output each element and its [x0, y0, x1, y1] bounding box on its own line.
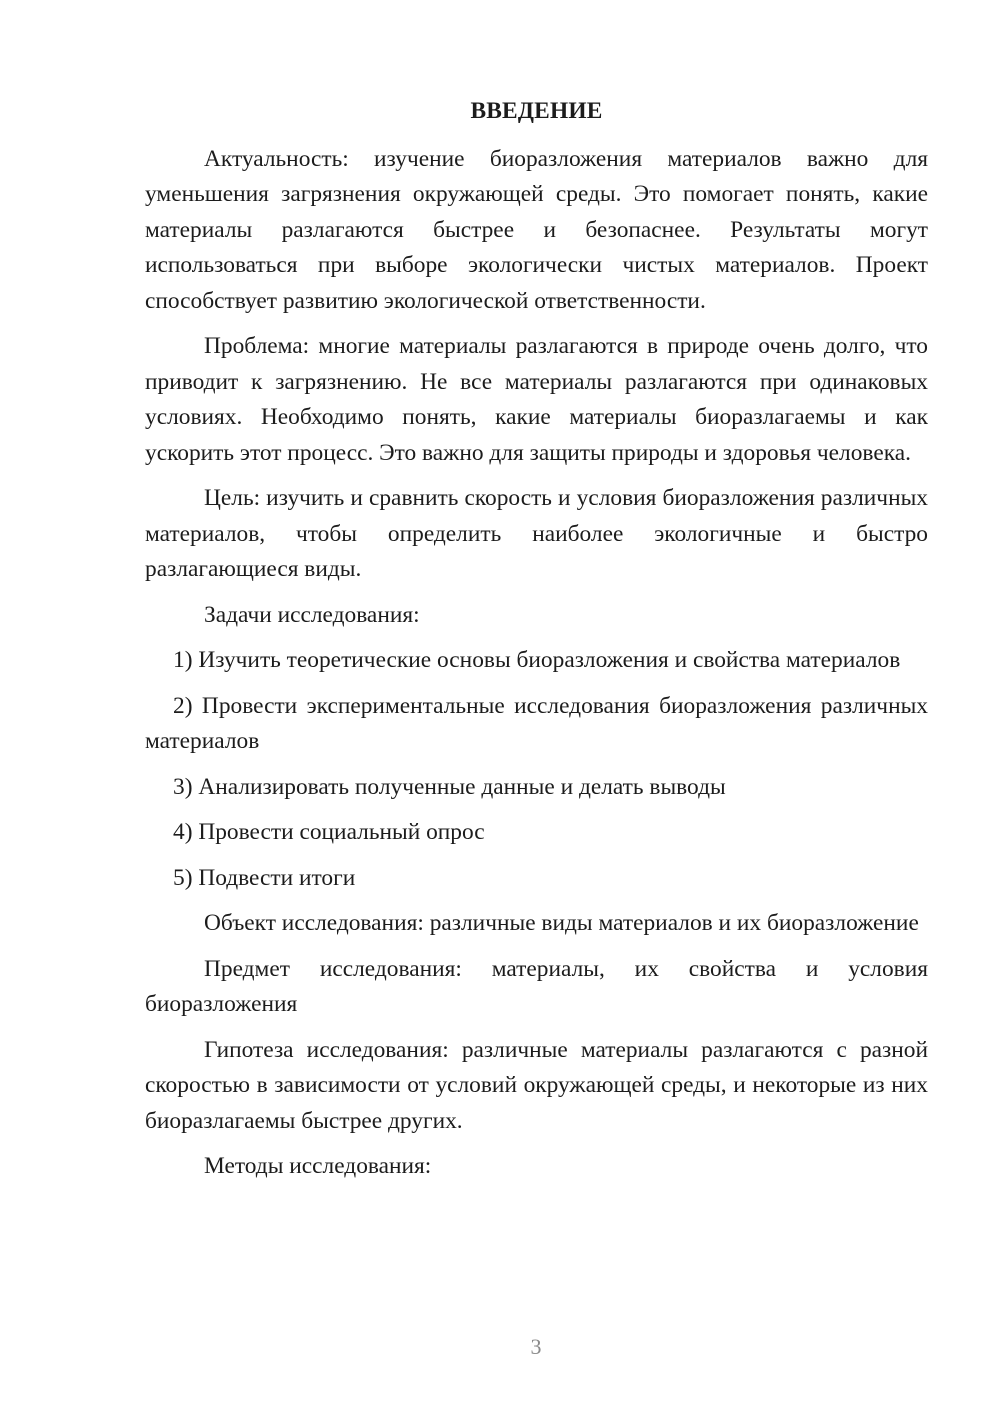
methods-heading: Методы исследования:	[204, 1153, 432, 1179]
task-item: 1) Изучить теоретические основы биоразложения и свойства материалов	[173, 647, 901, 673]
tasks-list	[145, 643, 928, 896]
hypothesis-paragraph: Гипотеза исследования: различные материалы разлагаются с разной скоростью в зависимости от условий окружающей среды, и некоторые из них биоразлагаемы быстрее других.	[145, 1036, 928, 1134]
page-number: 3	[530, 1334, 542, 1359]
page-content	[145, 94, 928, 1195]
object-paragraph: Объект исследования: различные виды материалов и их биоразложение	[204, 910, 919, 936]
goal-paragraph: Цель: изучить и сравнить скорость и условия биоразложения различных материалов, чтобы определить наиболее экологичные и быстро разлагающиеся виды.	[145, 485, 928, 582]
task-item: 5) Подвести итоги	[173, 864, 356, 891]
problem-paragraph: Проблема: многие материалы разлагаются в природе очень долго, что приводит к загрязнению. Не все материалы разлагаются при одинаковых условиях. Необходимо понять, какие материалы биоразлагаемы и как ускорить этот процесс. Это важно для защиты природы и здоровья человека.	[145, 333, 928, 466]
task-item: 4) Провести социальный опрос	[173, 819, 485, 845]
page-title: ВВЕДЕНИЕ	[470, 98, 603, 124]
relevance-paragraph: Актуальность: изучение биоразложения материалов важно для уменьшения загрязнения окружающей среды. Это помогает понять, какие материалы разлагаются быстрее и безопаснее. Результаты могут использоваться при выборе экологически чистых материалов. Проект способствует развитию экологической ответственности.	[145, 145, 928, 314]
subject-paragraph: Предмет исследования: материалы, их свойства и условия биоразложения	[145, 955, 928, 1017]
task-item: 3) Анализировать полученные данные и делать выводы	[173, 773, 726, 800]
task-item: 2) Провести экспериментальные исследования биоразложения различных материалов	[145, 692, 928, 754]
tasks-heading: Задачи исследования:	[204, 601, 420, 628]
